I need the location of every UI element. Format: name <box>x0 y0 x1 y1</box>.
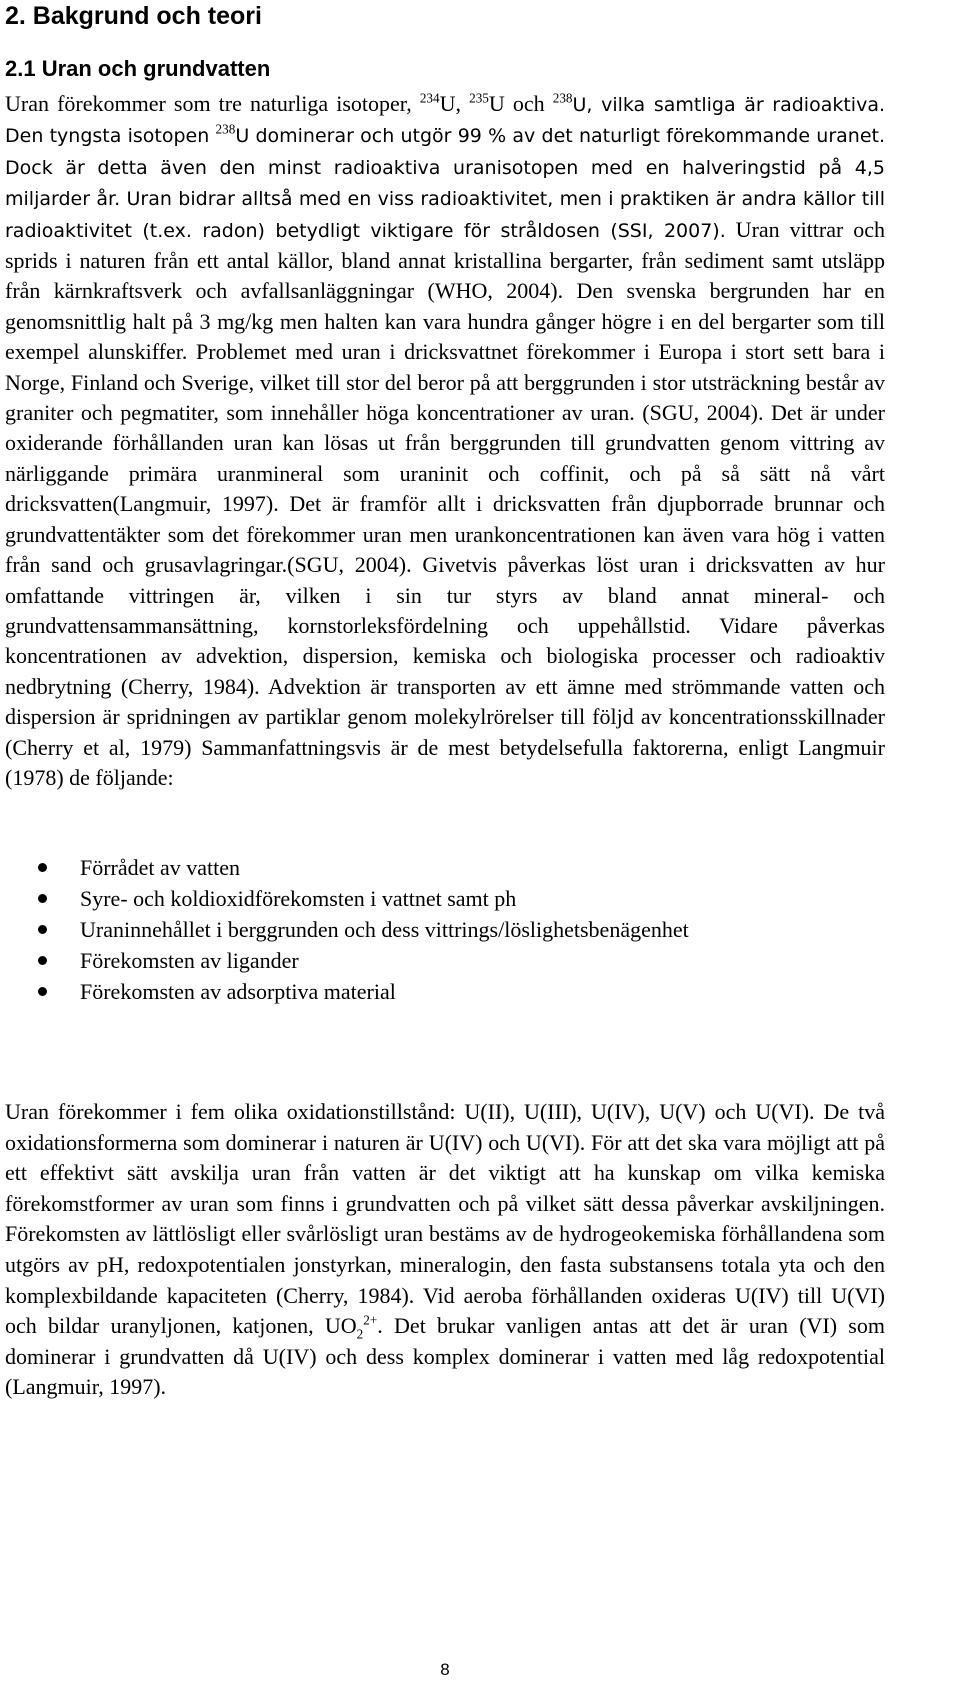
isotope-superscript: 234 <box>419 90 440 106</box>
formula-superscript: 2+ <box>363 1312 378 1328</box>
text-run: Uran förekommer i fem olika oxidationstillstånd: U(II), U(III), U(IV), U(V) och U(VI). De två oxidationsformerna som dominerar i naturen är U(IV) och U(VI). För att det ska vara möjligt att på ett effektivt sätt avskilja uran från vatten är det viktigt att ha kunskap om vilka kemiska förekomstformer av uran som finns i grundvatten och på vilket sätt dessa påverkar avskiljningen. Förekomsten av lättlösligt eller svårlösligt uran bestäms av de hydrogeokemiska förhållandena som utgörs av pH, redoxpotentialen jonstyrkan, mineralogin, den fasta substansens totala yta och den komplexbildande kapaciteten (Cherry, 1984). Vid aeroba förhållanden oxideras U(IV) till U(VI) och bildar uranyljonen, katjonen, UO <box>5 1099 885 1339</box>
list-item-label: Förekomsten av adsorptiva material <box>80 979 396 1004</box>
list-item-label: Syre- och koldioxidförekomsten i vattnet samt ph <box>80 886 517 911</box>
page-number: 8 <box>440 1660 450 1679</box>
paragraph-oxidation-states <box>5 1097 885 1403</box>
list-item <box>38 945 689 976</box>
section-heading: 2. Bakgrund och teori <box>5 2 262 30</box>
text-run: . Det brukar vanligen antas att det är uran (VI) som dominerar i grundvatten då U(IV) och dess komplex dominerar i vatten med låg redoxpotential (Langmuir, 1997). <box>5 1313 885 1400</box>
list-item <box>38 852 689 883</box>
list-item <box>38 914 689 945</box>
bullet-icon <box>38 956 47 965</box>
bullet-icon <box>38 987 47 996</box>
list-item-label: Förekomsten av ligander <box>80 948 299 973</box>
text-run: Uran vittrar och sprids i naturen från ett antal källor, bland annat kristallina bergarter, från sediment samt utsläpp från kärnkraftsverk och avfallsanläggningar (WHO, 2004). Den svenska bergrunden har en genomsnittlig halt på 3 mg/kg men halten kan vara hundra gånger högre i en del bergarter som till exempel alunskiffer. <box>5 216 885 365</box>
text-run: U dominerar och utgör 99 % av det naturligt förekommande uranet. Dock är detta även den minst radioaktiva uranisotopen med en halveringstid på 4,5 miljarder år. Uran bidrar alltså med en viss radioaktivitet, men i praktiken är andra källor till radioaktivitet (t.ex. radon) betydligt viktigare för stråldosen (SSI, 2007). <box>5 125 886 242</box>
text-run: Uran förekommer som tre naturliga isotoper, <box>5 91 420 116</box>
list-item-label: Uraninnehållet i berggrunden och dess vittrings/löslighetsbenägenhet <box>80 917 689 942</box>
isotope-superscript: 238 <box>215 122 236 138</box>
isotope-superscript: 238 <box>552 90 573 106</box>
subsection-heading: 2.1 Uran och grundvatten <box>5 56 271 81</box>
bullet-icon <box>38 894 47 903</box>
formula-subscript: 2 <box>356 1326 364 1342</box>
bullet-icon <box>38 863 47 872</box>
isotope-superscript: 235 <box>469 90 489 106</box>
list-item <box>38 976 689 1007</box>
text-run: U och <box>488 91 553 116</box>
text-run: U, <box>439 91 470 116</box>
list-item <box>38 883 689 914</box>
text-run: U, vilka samtliga är radioaktiva. Den tyngsta isotopen <box>5 94 886 148</box>
paragraph-uranium-groundwater <box>5 89 885 793</box>
text-run: Problemet med uran i dricksvattnet förekommer i Europa i stort sett bara i Norge, Finland och Sverige, vilket till stor del beror på att berggrunden i stor utsträckning består av graniter och pegmatiter, som innehåller höga koncentrationer av uran. (SGU, 2004). Det är under oxiderande förhållanden uran kan lösas ut från berggrunden till grundvatten genom vittring av närliggande primära uranmineral som uraninit och coffinit, och på så sätt nå vårt dricksvatten(Langmuir, 1997). Det är framför allt i dricksvatten från djupborrade brunnar och grundvattentäkter som det förekommer uran men urankoncentrationen kan även vara hög i vatten från sand och grusavlagringar.(SGU, 2004). Givetvis påverkas löst uran i dricksvatten av hur omfattande vittringen är, vilken i sin tur styrs av bland annat mineral- och grundvattensammansättning, kornstorleksfördelning och uppehållstid. Vidare påverkas koncentrationen av advektion, dispersion, kemiska och biologiska processer och radioaktiv nedbrytning (Cherry, 1984). Advektion är transporten av ett ämne med strömmande vatten och dispersion är spridningen av partiklar genom molekylrörelser till följd av koncentrationsskillnader (Cherry et al, 1979) Sammanfattningsvis är de mest betydelsefulla faktorerna, enligt Langmuir (1978) de följande: <box>5 339 886 790</box>
list-item-label: Förrådet av vatten <box>80 855 241 880</box>
factor-list <box>38 852 689 1007</box>
bullet-icon <box>38 925 47 934</box>
